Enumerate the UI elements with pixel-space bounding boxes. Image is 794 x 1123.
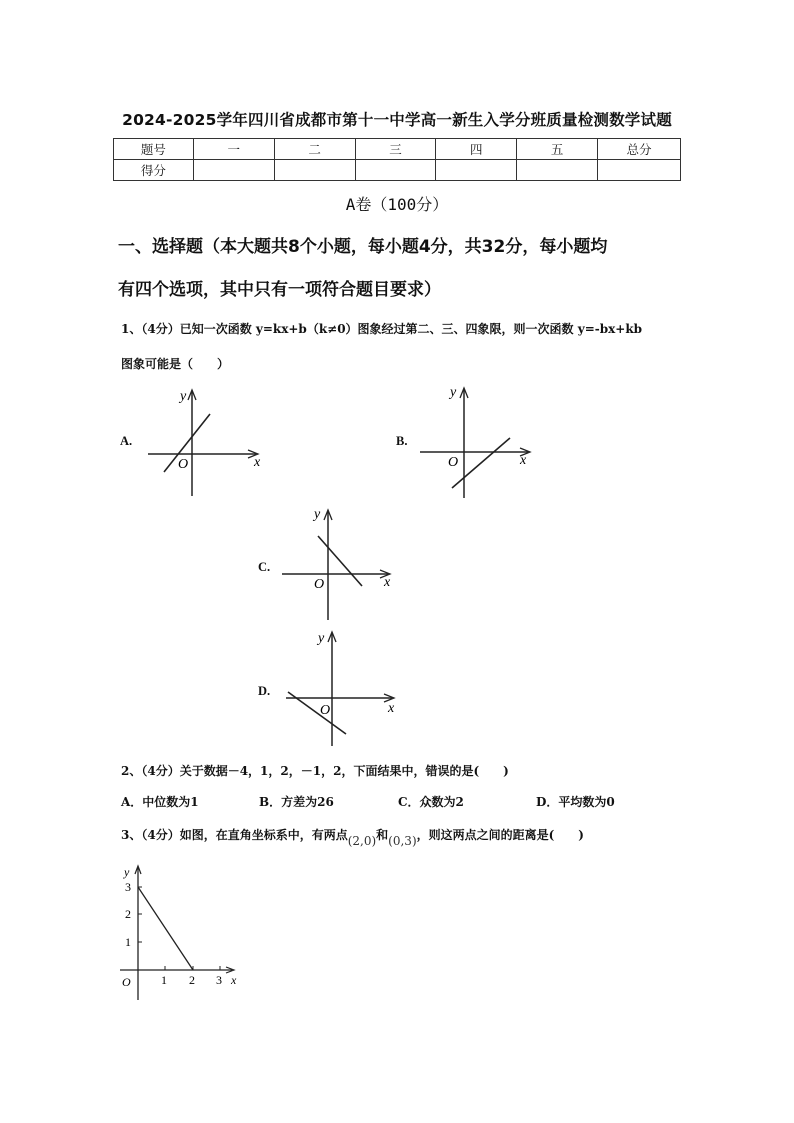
score-input-cell[interactable] xyxy=(436,160,517,181)
x-tick-label: 2 xyxy=(189,973,195,987)
q1-stem-line2: 图象可能是（ ） xyxy=(121,357,230,371)
score-header-cell: 三 xyxy=(355,139,436,160)
x-axis-label: x xyxy=(231,973,237,987)
q3-stem-part2: 和 xyxy=(376,828,389,842)
q2-stem: 2、（4分）关于数据－4，1，2，－1，2，下面结果中，错误的是( ) xyxy=(121,764,509,778)
q3-stem-part3: ，则这两点之间的距离是( ) xyxy=(416,828,584,842)
q1-option-a-label[interactable]: A. xyxy=(120,434,133,448)
score-header-cell: 总分 xyxy=(598,139,681,160)
score-input-cell[interactable] xyxy=(598,160,681,181)
q1-option-d-graph[interactable] xyxy=(282,626,406,750)
x-axis-label: x xyxy=(254,455,261,470)
q2-option-a[interactable]: A．中位数为1 xyxy=(121,795,199,809)
q1-option-d-label[interactable]: D. xyxy=(258,684,271,698)
q1-option-c-graph[interactable] xyxy=(278,504,402,624)
x-axis-label: x xyxy=(388,701,395,716)
paper-title: 2024-2025学年四川省成都市第十一中学高一新生入学分班质量检测数学试题 xyxy=(122,111,672,129)
function-line xyxy=(452,438,510,488)
score-row-label: 得分 xyxy=(114,160,194,181)
q1-stem-line1: 1、（4分）已知一次函数 y=kx+b（k≠0）图象经过第二、三、四象限，则一次函数 y=-bx+kb xyxy=(121,322,643,336)
y-tick-label: 2 xyxy=(125,907,131,921)
y-axis-label: y xyxy=(180,389,187,404)
x-axis-label: x xyxy=(520,453,527,468)
q3-coordinate-graph xyxy=(110,860,250,1010)
y-tick-label: 3 xyxy=(125,880,131,894)
score-table xyxy=(113,138,681,181)
score-header-cell: 题号 xyxy=(114,139,194,160)
q2-option-d[interactable]: D．平均数为0 xyxy=(536,795,615,809)
q3-point-2: (0,3) xyxy=(388,834,417,848)
score-input-cell[interactable] xyxy=(355,160,436,181)
score-input-cell[interactable] xyxy=(517,160,598,181)
q3-stem xyxy=(121,826,584,848)
score-header-cell: 一 xyxy=(193,139,274,160)
y-tick-label: 1 xyxy=(125,935,131,949)
origin-label: O xyxy=(320,703,331,718)
score-header-cell: 五 xyxy=(517,139,598,160)
y-axis-label: y xyxy=(314,507,321,522)
function-line xyxy=(318,536,362,586)
q3-stem-part1: 3、（4分）如图，在直角坐标系中，有两点 xyxy=(121,828,348,842)
q3-point-1: (2,0) xyxy=(347,834,377,848)
x-tick-label: 3 xyxy=(216,973,222,987)
section1-heading-line1: 一、选择题（本大题共8个小题，每小题4分，共32分，每小题均 xyxy=(118,237,608,257)
q1-option-b-label[interactable]: B. xyxy=(396,434,408,448)
x-axis-label: x xyxy=(384,575,391,590)
q2-option-c[interactable]: C．众数为2 xyxy=(398,795,464,809)
score-input-cell[interactable] xyxy=(274,160,355,181)
score-table-header-row xyxy=(114,139,681,160)
section-a-heading: A卷（100分） xyxy=(345,195,449,214)
y-axis-label: y xyxy=(450,385,457,400)
score-header-cell: 四 xyxy=(436,139,517,160)
q1-option-b-graph[interactable] xyxy=(412,382,542,502)
origin-label: O xyxy=(448,455,459,470)
x-tick-label: 1 xyxy=(161,973,167,987)
section1-heading-line2: 有四个选项，其中只有一项符合题目要求） xyxy=(118,280,441,300)
q1-option-a-graph[interactable] xyxy=(140,384,270,500)
score-input-cell[interactable] xyxy=(193,160,274,181)
score-table-score-row xyxy=(114,160,681,181)
y-axis-label: y xyxy=(318,631,325,646)
origin-label: O xyxy=(314,577,325,592)
q2-option-b[interactable]: B．方差为26 xyxy=(259,795,334,809)
origin-label: O xyxy=(178,457,189,472)
y-axis-label: y xyxy=(124,865,130,879)
origin-label: O xyxy=(122,975,131,989)
q1-option-c-label[interactable]: C. xyxy=(258,560,271,574)
segment-between-points xyxy=(138,887,193,970)
score-header-cell: 二 xyxy=(274,139,355,160)
